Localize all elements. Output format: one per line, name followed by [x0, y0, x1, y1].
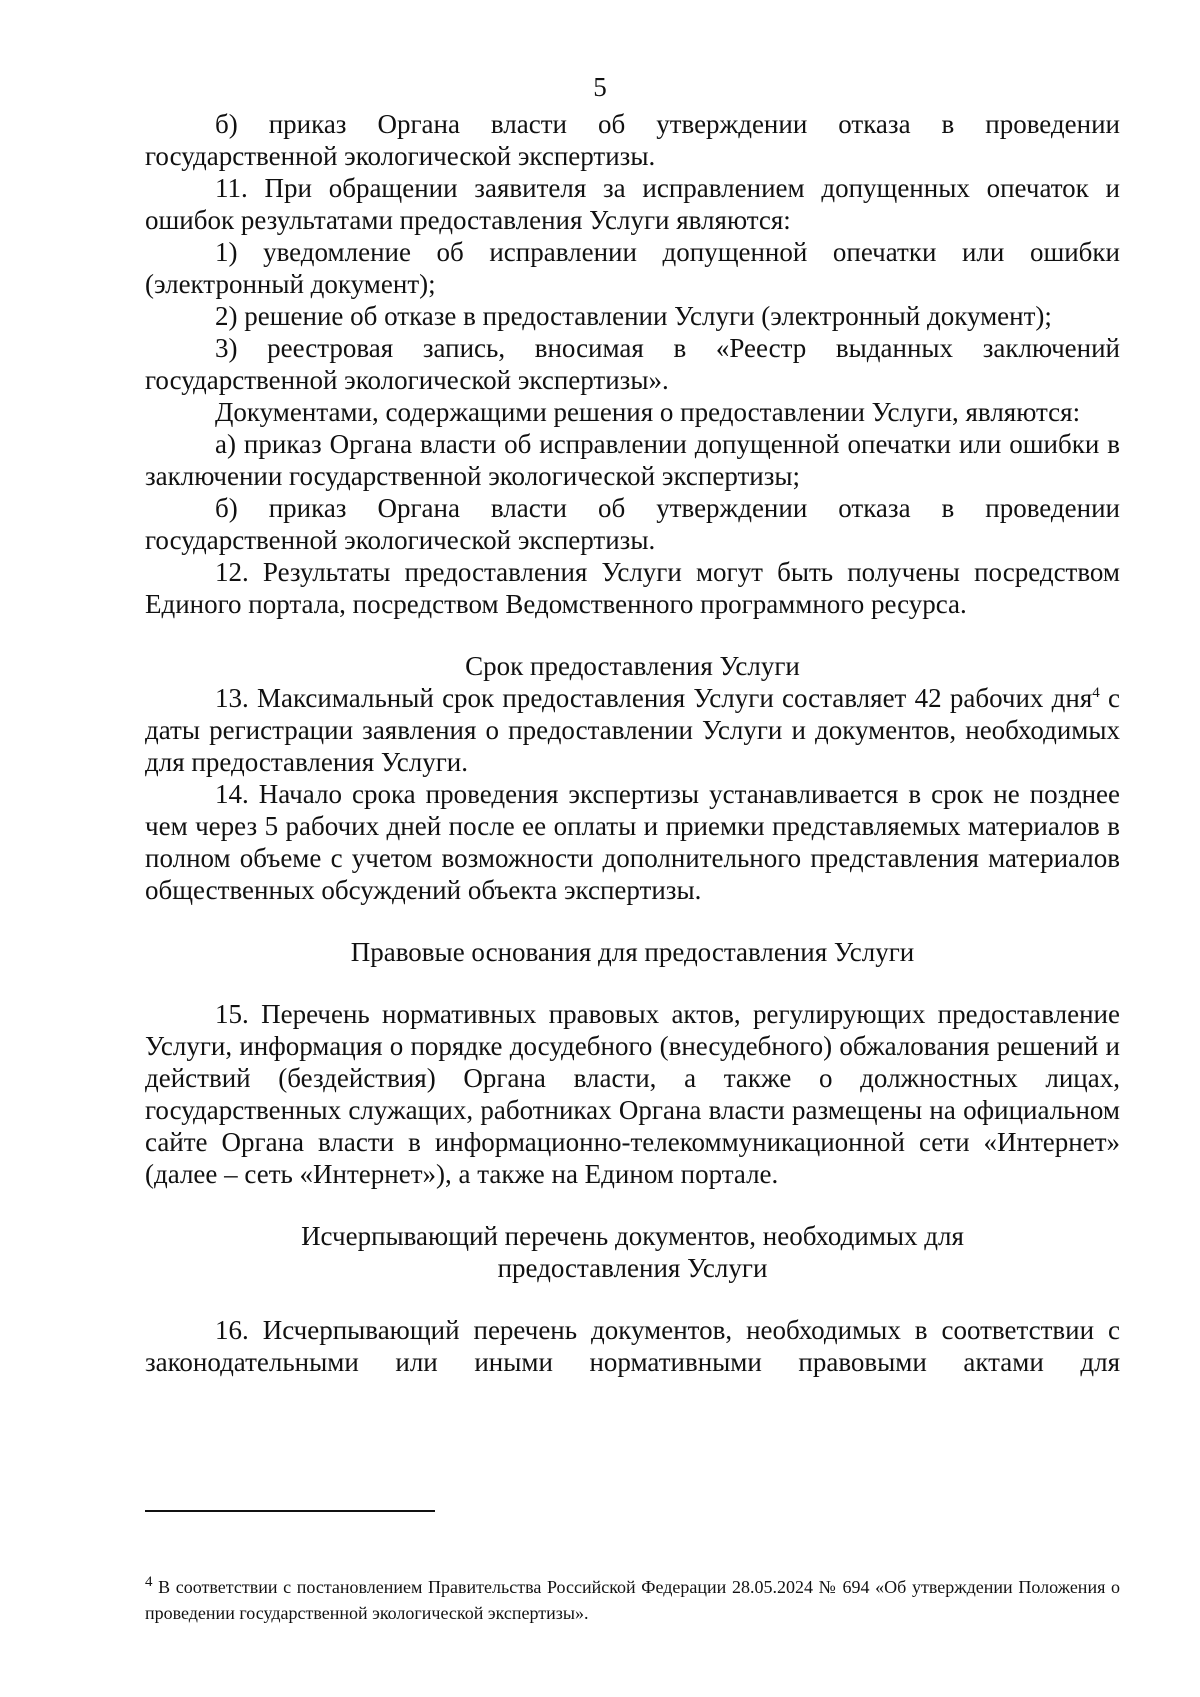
footnote-mark: 4: [145, 1574, 153, 1590]
footnote-separator: [145, 1510, 435, 1512]
paragraph-16: 16. Исчерпывающий перечень документов, необходимых в соответствии с законодательными или иными нормативными правовыми актами для: [145, 1315, 1120, 1377]
footnote: [145, 1574, 1120, 1626]
heading-docs-list-line-2: предоставления Услуги: [497, 1253, 768, 1283]
paragraph-13-text-a: 13. Максимальный срок предоставления Услуги составляет 42 рабочих дня: [215, 683, 1093, 713]
paragraph-15: 15. Перечень нормативных правовых актов, регулирующих предоставление Услуги, информация о порядке досудебного (внесудебного) обжалования решений и действий (бездействия) Органа власти, а также о должностных лицах, государственных служащих, работниках Органа власти размещены на официальном сайте Органа власти в информационно-телекоммуникационной сети «Интернет» (далее – сеть «Интернет»), а также на Едином портале.: [145, 999, 1120, 1189]
page-number: 5: [593, 72, 607, 102]
paragraph-13-text-b: с даты регистрации заявления о предоставлении Услуги и документов, необходимых для предоставления Услуги.: [145, 683, 1120, 777]
heading-docs-list-line-1: Исчерпывающий перечень документов, необходимых для: [301, 1221, 964, 1251]
paragraph-decision-a: а) приказ Органа власти об исправлении допущенной опечатки или ошибки в заключении государственной экологической экспертизы;: [145, 429, 1120, 491]
paragraph-11-1: 1) уведомление об исправлении допущенной опечатки или ошибки (электронный документ);: [145, 237, 1120, 299]
paragraph-14: 14. Начало срока проведения экспертизы устанавливается в срок не позднее чем через 5 рабочих дней после ее оплаты и приемки представляемых материалов в полном объеме с учетом возможности дополнительного представления материалов общественных обсуждений объекта экспертизы.: [145, 779, 1120, 905]
footnote-reference: 4: [1092, 685, 1100, 701]
paragraph-10b: б) приказ Органа власти об утверждении отказа в проведении государственной экологической экспертизы.: [145, 109, 1120, 171]
paragraph-decision-b: б) приказ Органа власти об утверждении отказа в проведении государственной экологической экспертизы.: [145, 493, 1120, 555]
document-body: [145, 108, 1120, 1378]
paragraph-11: 11. При обращении заявителя за исправлением допущенных опечаток и ошибок результатами предоставления Услуги являются:: [145, 173, 1120, 235]
footnote-text: В соответствии с постановлением Правительства Российской Федерации 28.05.2024 № 694 «Об утверждении Положения о проведении государственной экологической экспертизы».: [145, 1577, 1120, 1623]
paragraph-12: 12. Результаты предоставления Услуги могут быть получены посредством Единого портала, посредством Ведомственного программного ресурса.: [145, 557, 1120, 619]
paragraph-13: [145, 682, 1120, 778]
heading-term: Срок предоставления Услуги: [465, 651, 800, 681]
paragraph-11-3: 3) реестровая запись, вносимая в «Реестр выданных заключений государственной экологической экспертизы».: [145, 333, 1120, 395]
heading-legal-basis: Правовые основания для предоставления Услуги: [350, 937, 915, 967]
paragraph-decision-docs: Документами, содержащими решения о предоставлении Услуги, являются:: [215, 397, 1081, 427]
paragraph-11-2: 2) решение об отказе в предоставлении Услуги (электронный документ);: [215, 301, 1052, 331]
